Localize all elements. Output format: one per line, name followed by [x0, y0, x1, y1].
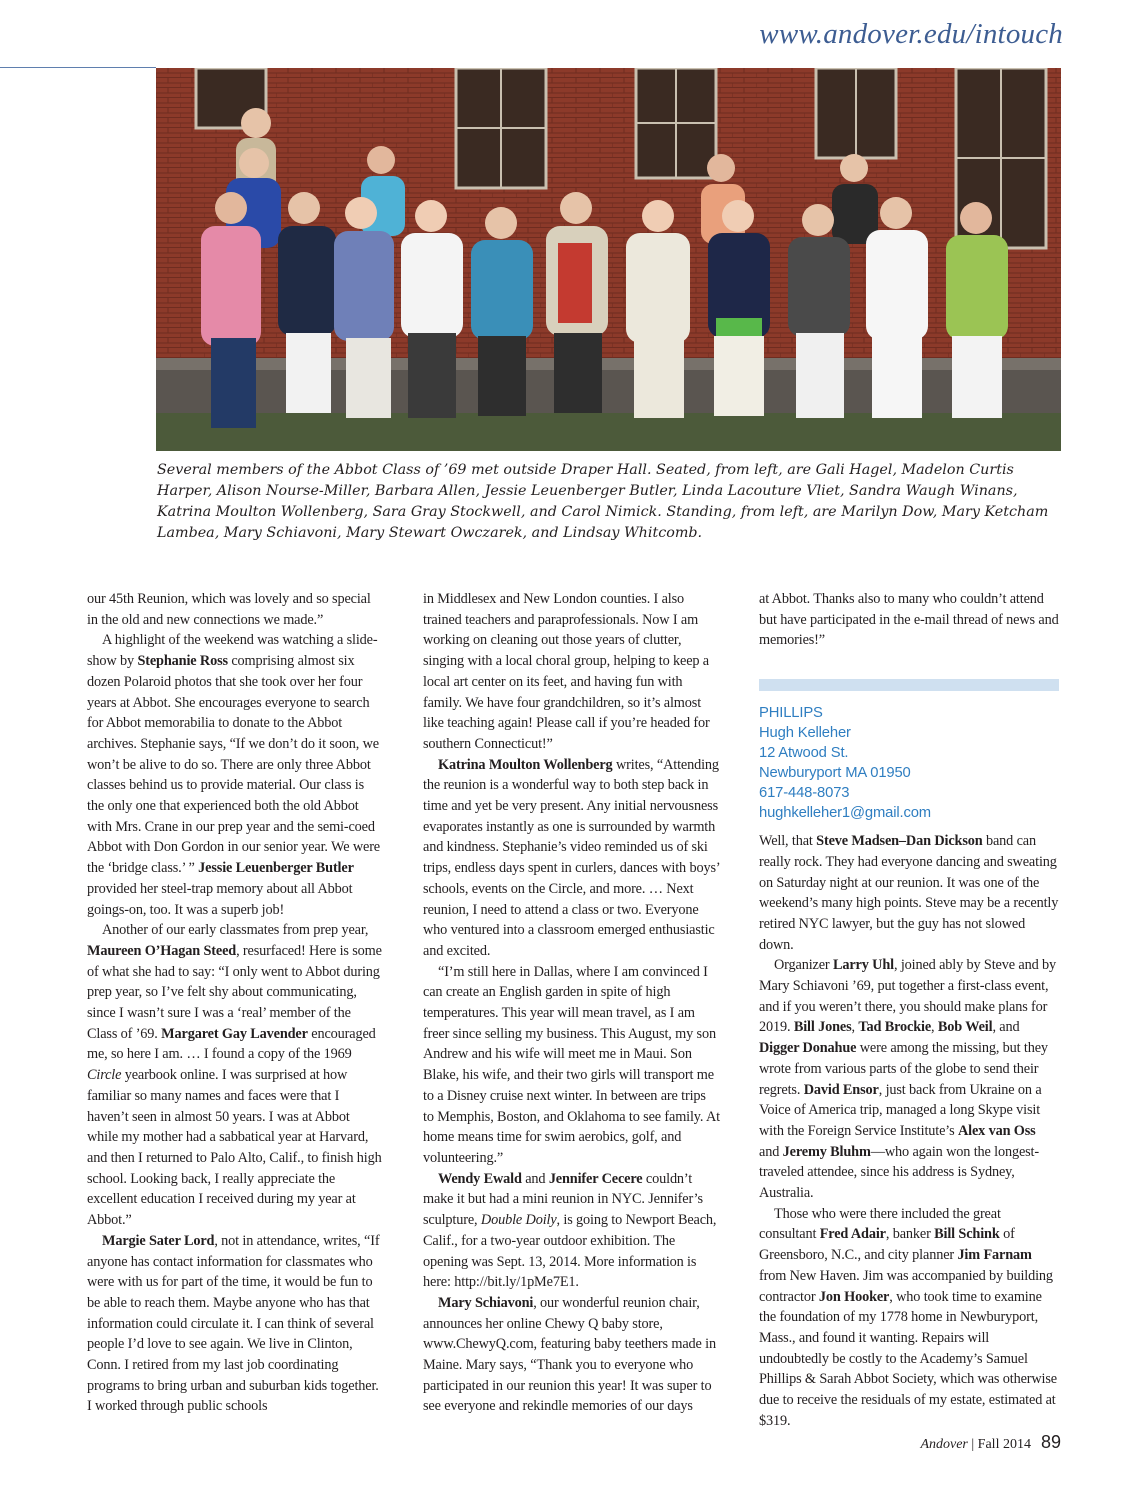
paragraph: Organizer Larry Uhl, joined ably by Steve and by Mary Schiavoni ’69, put together a first-class event, and if you weren’t there, you should make plans for 2019. Bill Jones, Tad Brockie, Bob Weil, and Digger Donahue were among the missing, but they wrote from various parts of the globe to send their regrets. David Ensor, just back from Ukraine on a Voice of America trip, managed a long Skype visit with the Foreign Service Institute’s Alex van Oss and Jeremy Bluhm—who again won the longest-traveled attendee, since his address is Sydney, Australia.	[759, 957, 1056, 1202]
person-name: Jim Farnam	[957, 1247, 1032, 1264]
person-name: Katrina Moulton Wollenberg	[438, 756, 613, 773]
photo-caption: Several members of the Abbot Class of ’69 met outside Draper Hall. Seated, from left, are Gali Hagel, Madelon Curtis Harper, Alison Nourse-Miller, Barbara Allen, Jessie Leuenberger Butler, Linda Lacouture Vliet, Sandra Waugh Winans, Katrina Moulton Wollenberg, Sara Gray Stockwell, and Carol Nimick. Standing, from left, are Marilyn Dow, Mary Ketcham Lambea, Mary Schiavoni, Mary Stewart Owczarek, and Lindsay Whitcomb.	[157, 462, 1049, 541]
page-footer	[920, 1432, 1061, 1453]
paragraph: A highlight of the weekend was watching a slide-show by Stephanie Ross comprising almost six dozen Polaroid photos that she took over her four years at Abbot. She encourages everyone to search for Abbot memorabilia to donate to the Abbot archives. Stephanie says, “If we don’t do it soon, we won’t be alive to do so. There are only three Abbot classes behind us to provide material. Our class is the only one that experienced both the old Abbot with Mrs. Crane in our prep year and the semi-coed Abbot with Don Gordon in our senior year. We were the ‘bridge class.’ ” Jessie Leuenberger Butler provided her steel-trap memory about all Abbot goings-on, too. It was a superb job!	[87, 632, 380, 918]
school-heading: PHILLIPS	[759, 705, 823, 722]
class-contact-block	[759, 703, 1059, 823]
person-name: Steve Madsen–Dan Dickson	[816, 833, 983, 850]
paragraph: Wendy Ewald and Jennifer Cecere couldn’t make it but had a mini reunion in NYC. Jennifer’s sculpture, Double Doily, is going to Newport Beach, Calif., for a two-year outdoor exhibition. The opening was Sept. 13, 2014. More information is here: http://bit.ly/1pMe7E1.	[423, 1170, 717, 1291]
person-name: Tad Brockie	[858, 1019, 932, 1036]
paragraph: Margie Sater Lord, not in attendance, writes, “If anyone has contact information for classmates who were with us for part of the time, it would be fun to be able to reach them. Maybe anyone who has that information could circulate it. I can think of several people I’d love to see again. We live in Clinton, Conn. I retired from my last job coordinating programs to bring urban and suburban kids together. I worked through public schools	[87, 1232, 380, 1415]
person-name: Maureen O’Hagan Steed	[87, 942, 237, 959]
contact-city: Newburyport MA 01950	[759, 765, 911, 782]
article-column-3	[759, 589, 1059, 1432]
person-name: Jennifer Cecere	[548, 1170, 643, 1187]
paragraph: Mary Schiavoni, our wonderful reunion chair, announces her online Chewy Q baby store, www.ChewyQ.com, featuring baby teethers made in Maine. Mary says, “Thank you to everyone who participated in our reunion this year! It was super to see everyone and rekindle memories of our days	[423, 1294, 716, 1415]
paragraph: Katrina Moulton Wollenberg writes, “Attending the reunion is a wonderful way to both step back in time and yet be very present. Any initial nervousness evaporates instantly as one is surrounded by warmth and kindness. Stephanie’s video reminded us of ski trips, endless days spent in curlers, dances with boys’ schools, events on the Circle, and more. … Next reunion, I need to attend a class or two. Everyone who ventured into a classroom emerged enthusiastic and excited.	[423, 756, 720, 959]
contact-email[interactable]: hughkelleher1@gmail.com	[759, 805, 931, 822]
group-photo-image	[156, 68, 1061, 451]
person-name: Mary Schiavoni	[438, 1294, 534, 1311]
paragraph: in Middlesex and New London counties. I also trained teachers and paraprofessionals. Now I am working on cleaning out those years of clutter, singing with a local choral group, helping to keep a local art center on its feet, and having fun with family. We have four grandchildren, so it’s almost like teaching again! Please call if you’re headed for southern Connecticut!”	[423, 591, 710, 752]
person-name: Alex van Oss	[957, 1122, 1036, 1139]
paragraph: at Abbot. Thanks also to many who couldn’t attend but have participated in the e-mail thread of news and memories!”	[759, 591, 1059, 649]
person-name: Fred Adair	[819, 1226, 886, 1243]
person-name: Jon Hooker	[818, 1288, 890, 1305]
person-name: Margie Sater Lord	[102, 1232, 215, 1249]
page-number: 89	[1040, 1432, 1061, 1452]
person-name: Bob Weil	[937, 1019, 993, 1036]
paragraph: Well, that Steve Madsen–Dan Dickson band can really rock. They had everyone dancing and sweating on Saturday night at our reunion. It was one of the weekend’s many high points. Steve may be a recently retired NYC lawyer, but the guy has not slowed down.	[759, 833, 1059, 953]
person-name: David Ensor	[803, 1081, 879, 1098]
section-divider	[759, 679, 1059, 691]
person-name: Digger Donahue	[759, 1040, 857, 1057]
contact-phone[interactable]: 617-448-8073	[759, 785, 850, 802]
group-photo	[156, 68, 1061, 451]
magazine-name: Andover	[920, 1437, 968, 1452]
paragraph: our 45th Reunion, which was lovely and so special in the old and new connections we made.”	[87, 591, 371, 628]
yearbook-title: Circle	[87, 1067, 122, 1084]
person-name: Stephanie Ross	[137, 653, 228, 670]
person-name: Bill Jones	[793, 1019, 852, 1036]
artwork-title: Double Doily	[480, 1212, 557, 1229]
person-name: Larry Uhl	[832, 957, 894, 974]
person-name: Bill Schink	[934, 1226, 1000, 1243]
contact-street: 12 Atwood St.	[759, 745, 849, 762]
person-name: Jeremy Bluhm	[782, 1143, 871, 1160]
article-column-2	[423, 589, 720, 1417]
paragraph: “I’m still here in Dallas, where I am convinced I can create an English garden in spite of high temperatures. This year will mean travel, as I am freer since selling my business. This August, my son Andrew and his wife will meet me in Maui. Son Blake, his wife, and their two girls will transport me to a Disney cruise next winter. In between are trips to Memphis, Boston, and Oklahoma to see family. At home means time for swim aerobics, golf, and volunteering.”	[423, 963, 720, 1166]
paragraph: Another of our early classmates from prep year, Maureen O’Hagan Steed, resurfaced! Here is some of what she had to say: “I only went to Abbot during prep year, so I’ve felt shy about communicating, since I wasn’t sure I was a ‘real’ member of the Class of ’69. Margaret Gay Lavender encouraged me, so here I am. … I found a copy of the 1969 Circle yearbook online. I was surprised at how familiar so many names and faces were that I haven’t seen in almost 50 years. I was at Abbot while my mother had a sabbatical year at Harvard, and then I returned to Palo Alto, Calif., to finish high school. Looking back, I really appreciate the excellent education I received during my year at Abbot.”	[87, 922, 382, 1229]
person-name: Margaret Gay Lavender	[161, 1025, 308, 1042]
contact-name: Hugh Kelleher	[759, 725, 851, 742]
header-rule	[0, 67, 156, 68]
site-url[interactable]: www.andover.edu/intouch	[759, 18, 1063, 50]
person-name: Wendy Ewald	[438, 1170, 522, 1187]
issue-label: | Fall 2014	[967, 1437, 1031, 1452]
person-name: Jessie Leuenberger Butler	[198, 860, 354, 877]
article-column-1	[87, 589, 384, 1417]
paragraph: Those who were there included the great consultant Fred Adair, banker Bill Schink of Greensboro, N.C., and city planner Jim Farnam from New Haven. Jim was accompanied by building contractor Jon Hooker, who took time to examine the foundation of my 1778 home in Newburyport, Mass., and found it wanting. Repairs will undoubtedly be costly to the Academy’s Samuel Phillips & Sarah Abbot Society, which was otherwise due to receive the residuals of my estate, estimated at $319.	[759, 1205, 1057, 1429]
